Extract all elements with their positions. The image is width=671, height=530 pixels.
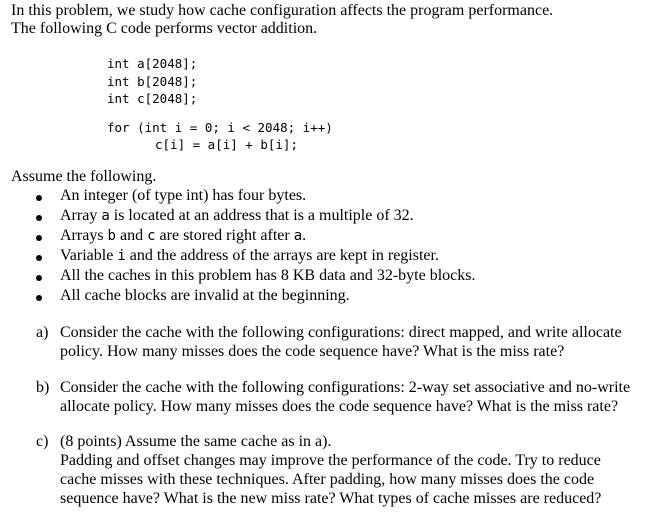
- question-text-line: (8 points) Assume the same cache as in a).: [60, 433, 332, 450]
- code-decl-a: int a[2048];: [107, 56, 198, 71]
- text-segment: are stored right after: [155, 227, 294, 244]
- question-label: c): [36, 433, 49, 450]
- question-label: a): [36, 324, 49, 341]
- code-token: c: [147, 228, 156, 244]
- question-text-line: Consider the cache with the following configurations: 2-way set associative and no-write: [60, 379, 631, 396]
- assumption-item: [60, 246, 439, 266]
- code-loop-body: c[i] = a[i] + b[i];: [155, 137, 298, 152]
- code-token: a: [293, 228, 303, 244]
- question-text-line: sequence have? What is the new miss rate? What types of cache misses are reduced?: [60, 490, 602, 507]
- code-token: b: [107, 228, 116, 244]
- question-text-line: allocate policy. How many misses does the code sequence have? What is the miss rate?: [60, 398, 619, 415]
- text-segment: is located at an address that is a multiple of 32.: [109, 207, 414, 224]
- assumption-item: An integer (of type int) has four bytes.: [60, 187, 307, 204]
- bullet-icon: [36, 235, 42, 241]
- assumption-item: All cache blocks are invalid at the beginning.: [60, 287, 350, 304]
- assumptions-heading: Assume the following.: [11, 168, 157, 185]
- question-text-line: Padding and offset changes may improve the performance of the code. Try to reduce: [60, 452, 601, 469]
- text-segment: Array: [60, 207, 102, 224]
- text-segment: and the address of the arrays are kept in register.: [125, 247, 439, 264]
- text-segment: .: [302, 227, 307, 244]
- text-segment: Arrays: [60, 227, 108, 244]
- question-text-line: policy. How many misses does the code sequence have? What is the miss rate?: [60, 343, 565, 360]
- intro-line-2: The following C code performs vector addition.: [11, 20, 318, 37]
- code-token: i: [117, 248, 126, 264]
- code-decl-b: int b[2048];: [107, 74, 198, 89]
- question-text-line: cache misses with these techniques. After padding, how many misses does the code: [60, 471, 595, 488]
- bullet-icon: [36, 295, 42, 301]
- text-segment: and: [115, 227, 148, 244]
- bullet-icon: [36, 215, 42, 221]
- code-loop-header: for (int i = 0; i < 2048; i++): [107, 120, 333, 135]
- bullet-icon: [36, 255, 42, 261]
- code-decl-c: int c[2048];: [107, 91, 198, 106]
- bullet-icon: [36, 275, 42, 281]
- text-segment: Variable: [60, 247, 118, 264]
- assumption-item: All the caches in this problem has 8 KB data and 32-byte blocks.: [60, 267, 476, 284]
- bullet-icon: [36, 195, 42, 201]
- question-text-line: Consider the cache with the following configurations: direct mapped, and write allocate: [60, 324, 622, 341]
- assumption-item: [60, 226, 306, 246]
- question-label: b): [36, 379, 50, 396]
- code-token: a: [101, 208, 110, 224]
- assumption-item: [60, 206, 414, 226]
- intro-line-1: In this problem, we study how cache configuration affects the program performance.: [11, 2, 554, 19]
